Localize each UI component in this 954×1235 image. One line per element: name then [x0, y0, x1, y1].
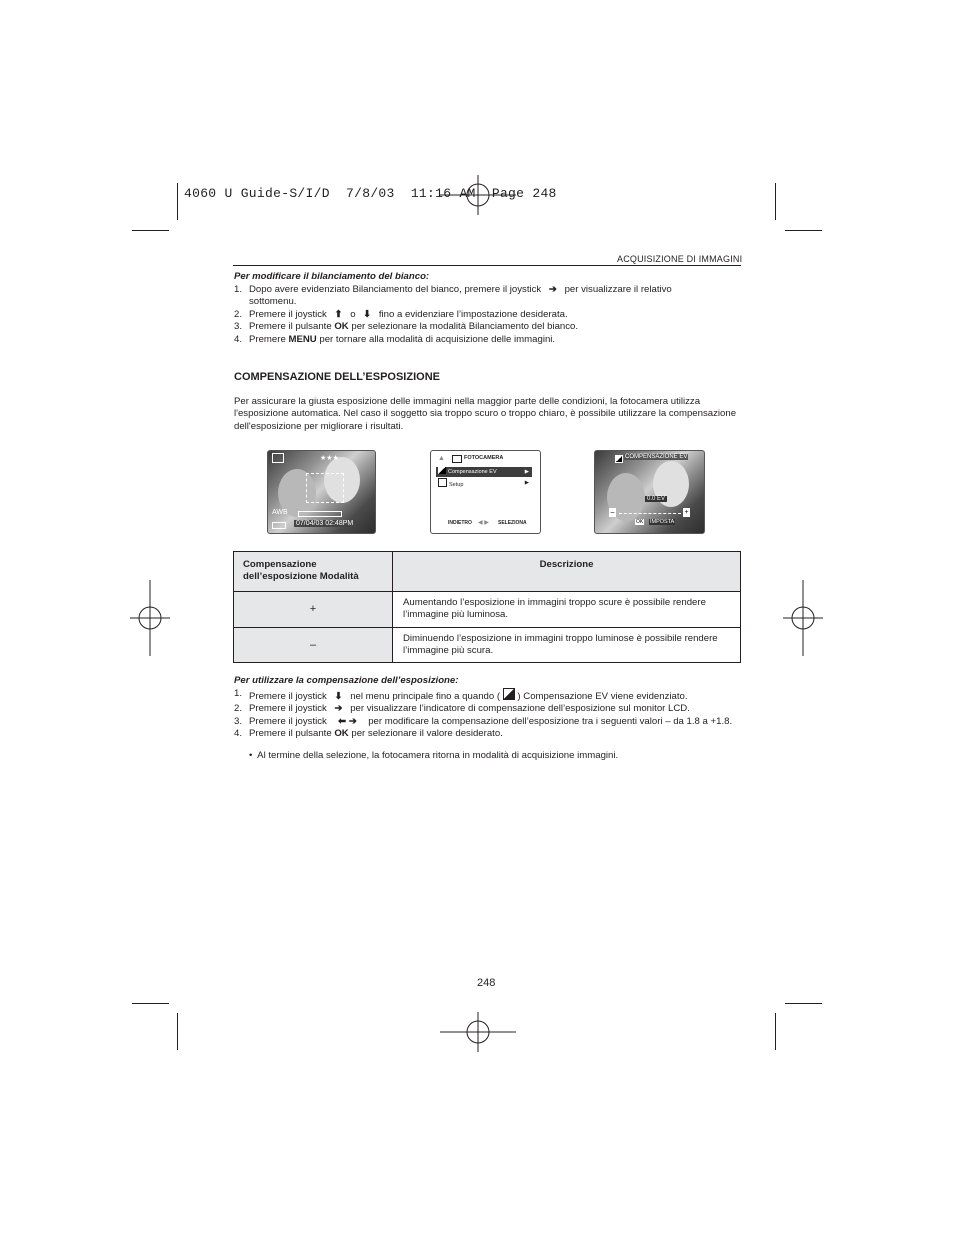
list-item: 4. Premere MENU per tornare alla modalità di acquisizione delle immagini.: [234, 333, 556, 345]
ev-use-title: Per utilizzare la compensazione dell’esposizione:: [234, 675, 459, 686]
mode-symbol: –: [234, 627, 393, 663]
bullet-note: • Al termine della selezione, la fotocamera ritorna in modalità di acquisizione immagini.: [249, 750, 619, 761]
table-header-description: Descrizione: [393, 552, 741, 592]
ev-mode-table: [233, 551, 741, 663]
print-slug: 4060 U Guide-S/I/D 7/8/03 11:16 AM Page 248: [184, 186, 557, 201]
arrow-right-icon: ➔: [334, 703, 343, 715]
mode-description: Aumentando l’esposizione in immagini troppo scure è possibile rendere l’immagine più luminosa.: [393, 591, 741, 627]
battery-icon: [272, 522, 286, 529]
camera-menu-screenshot: [430, 450, 541, 534]
arrow-right-icon: ➔: [548, 284, 557, 295]
intro-paragraph: Per assicurare la giusta esposizione delle immagini nella maggior parte delle condizioni, la fotocamera utilizza l'esposizione automatica. Nel caso il soggetto sia troppo scuro o troppo chiaro, è possibile utilizzare la compensazione dell'esposizione per migliorare i risultati.: [234, 396, 737, 432]
list-item: 1. Dopo avere evidenziato Bilanciamento del bianco, premere il joystick ➔ per visualizzare il relativo sottomenu.: [234, 284, 672, 308]
arrow-up-icon: ⬆: [334, 308, 343, 320]
white-balance-indicator: AWB: [272, 509, 288, 516]
minus-icon: –: [610, 509, 615, 516]
table-row: [234, 627, 741, 663]
up-arrow-icon: ▲: [438, 455, 445, 462]
ev-compensation-screenshot: [594, 450, 705, 534]
camera-icon: [272, 453, 284, 463]
menu-item-ev: Compensazione EV ▶: [436, 467, 532, 477]
focus-frame: [306, 473, 344, 503]
camera-preview-screenshot: [267, 450, 376, 534]
quality-indicator: ★★★: [320, 455, 339, 462]
list-item: 3. Premere il pulsante OK per selezionare la modalità Bilanciamento del bianco.: [234, 321, 579, 333]
table-row: [234, 591, 741, 627]
crop-mark: [785, 230, 822, 231]
list-item: 4. Premere il pulsante OK per selezionare il valore desiderato.: [234, 728, 503, 740]
ev-scale: [619, 511, 681, 514]
registration-mark-icon: [130, 580, 170, 656]
ev-icon: [503, 688, 515, 700]
wb-steps: [234, 284, 744, 346]
wb-title: Per modificare il bilanciamento del bianco:: [234, 271, 430, 282]
page-number: 248: [477, 977, 496, 989]
section-heading: COMPENSAZIONE DELL’ESPOSIZIONE: [234, 371, 440, 383]
ok-icon: OK: [636, 519, 644, 525]
ev-icon: [438, 467, 446, 474]
date-time-stamp: 07/04/03 02:48PM: [296, 520, 354, 527]
crop-mark: [132, 230, 169, 231]
header-rule: [233, 265, 741, 266]
ev-value: 0.0 EV: [647, 496, 666, 502]
mode-symbol: +: [234, 591, 393, 627]
crop-mark: [775, 1013, 776, 1050]
bullet-icon: •: [249, 750, 253, 761]
menu-item-setup: Setup ▶: [436, 478, 532, 488]
crop-mark: [132, 1003, 169, 1004]
registration-mark-icon: [783, 580, 823, 656]
menu-title: FOTOCAMERA: [464, 455, 504, 461]
ev-use-steps: [234, 688, 744, 741]
arrow-left-right-icon: ⬅ ➔: [338, 715, 357, 727]
plus-icon: +: [684, 509, 689, 516]
list-item: 3. Premere il joystick ⬅ ➔ per modificare la compensazione dell’esposizione tra i seguenti valori – da 1.8 a +1.8.: [234, 715, 733, 727]
mode-description: Diminuendo l’esposizione in immagini troppo luminose è possibile rendere l’immagine più scura.: [393, 627, 741, 663]
registration-mark-icon: [440, 1012, 516, 1052]
crop-mark: [775, 183, 776, 220]
set-label: IMPOSTA: [650, 519, 675, 525]
list-item: 1. Premere il joystick ⬇ nel menu principale fino a quando ( ) Compensazione EV viene evidenziato.: [234, 688, 688, 702]
camera-icon: [452, 455, 462, 463]
crop-mark: [177, 183, 178, 220]
table-header: [234, 552, 741, 592]
nav-arrows-icon: ◀ ▶: [478, 520, 489, 526]
select-label: SELEZIONA: [498, 520, 527, 526]
arrow-down-icon: ⬇: [363, 308, 372, 320]
list-item: 2. Premere il joystick ➔ per visualizzare l’indicatore di compensazione dell’esposizione sul monitor LCD.: [234, 703, 690, 715]
table-header-mode: Compensazione dell’esposizione Modalità: [234, 552, 393, 592]
ev-icon: [615, 455, 623, 463]
arrow-down-icon: ⬇: [334, 691, 343, 702]
zoom-bar: [298, 511, 342, 517]
setup-icon: [438, 478, 447, 487]
ev-title: COMPENSAZIONE EV: [625, 454, 688, 460]
list-item: 2. Premere il joystick ⬆ o ⬇ fino a evidenziare l’impostazione desiderata.: [234, 308, 568, 320]
crop-mark: [177, 1013, 178, 1050]
back-label: INDIETRO: [448, 520, 472, 526]
crop-mark: [785, 1003, 822, 1004]
section-header: ACQUISIZIONE DI IMMAGINI: [617, 254, 743, 264]
